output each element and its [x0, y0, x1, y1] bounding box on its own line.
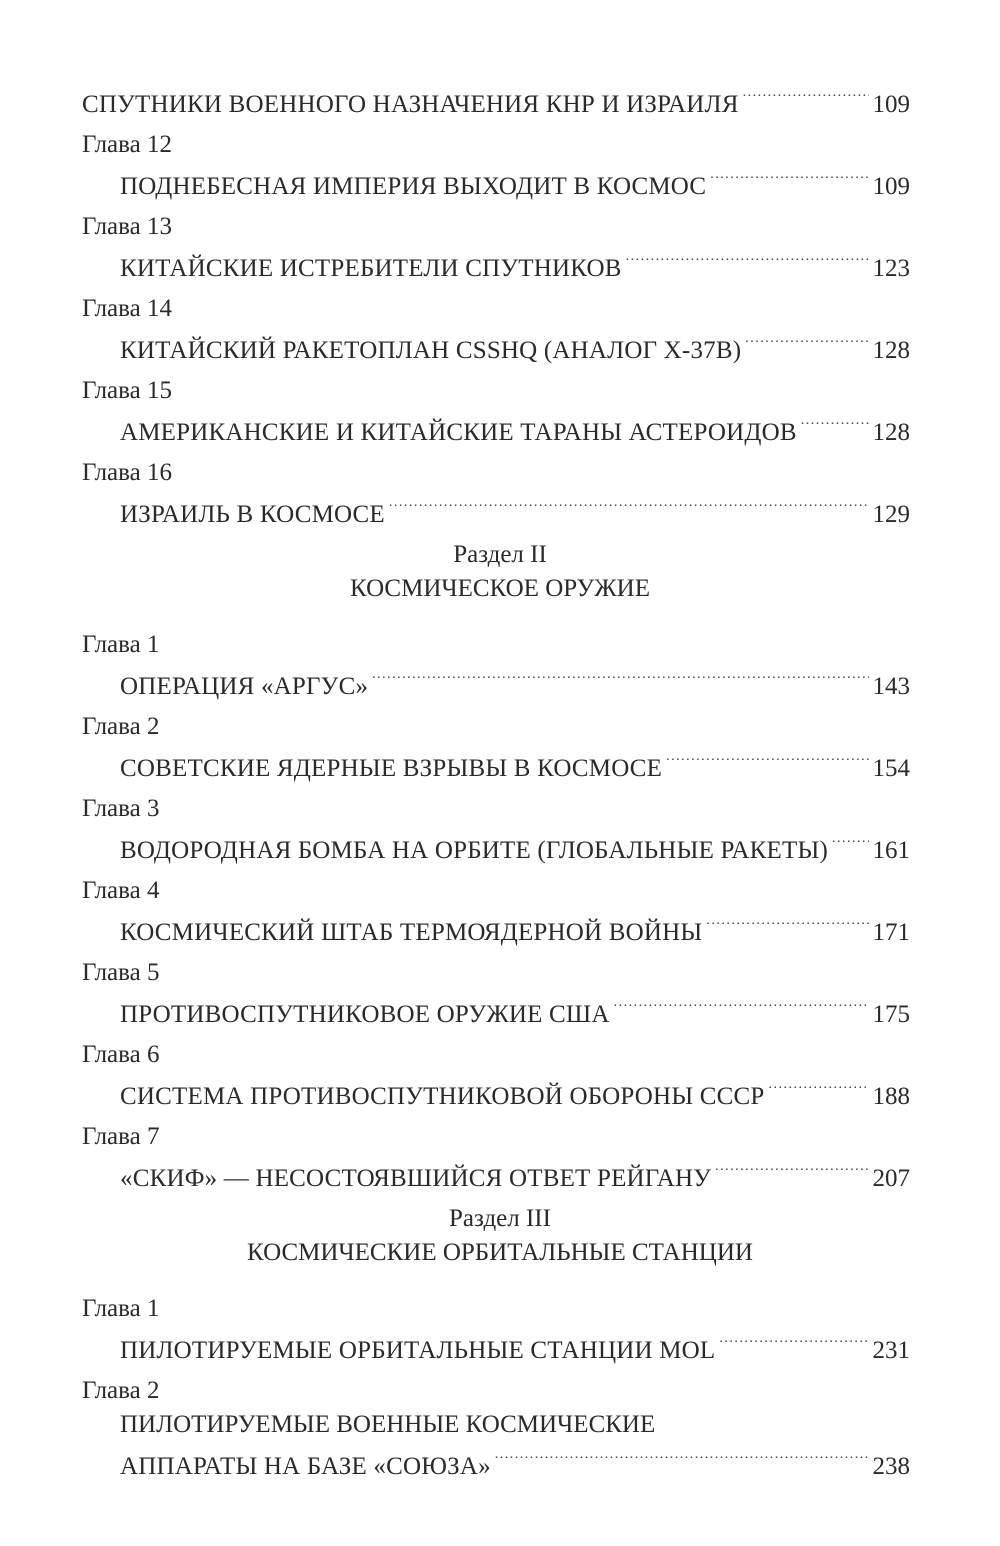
dot-leader	[372, 664, 868, 694]
toc-entry-s2-chapter-6	[82, 1040, 910, 1110]
toc-line	[82, 1444, 910, 1480]
section-title: КОСМИЧЕСКОЕ ОРУЖИЕ	[350, 575, 650, 602]
dot-leader	[801, 410, 869, 440]
chapter-label: Глава 4	[82, 877, 160, 904]
entry-title: ПОДНЕБЕСНАЯ ИМПЕРИЯ ВЫХОДИТ В КОСМОС	[120, 173, 707, 200]
chapter-label: Глава 1	[82, 1295, 160, 1322]
dot-leader	[715, 1156, 868, 1186]
dot-leader	[706, 910, 868, 940]
dot-leader	[495, 1444, 869, 1474]
entry-title: КИТАЙСКИЕ ИСТРЕБИТЕЛИ СПУТНИКОВ	[120, 255, 622, 282]
page-number: 238	[872, 1453, 910, 1480]
chapter-label: Глава 14	[82, 295, 172, 322]
chapter-label: Глава 3	[82, 795, 160, 822]
page-number: 161	[872, 837, 910, 864]
dot-leader	[614, 992, 869, 1022]
entry-title: СОВЕТСКИЕ ЯДЕРНЫЕ ВЗРЫВЫ В КОСМОСЕ	[120, 755, 663, 782]
section-heading-3	[82, 1204, 910, 1272]
entry-title: ИЗРАИЛЬ В КОСМОСЕ	[120, 501, 385, 528]
page-number: 129	[872, 501, 910, 528]
toc-entry-chapter-12	[82, 130, 910, 200]
dot-leader	[745, 328, 868, 358]
dot-leader	[719, 1328, 868, 1358]
page-number: 143	[872, 673, 910, 700]
page-number: 231	[872, 1337, 910, 1364]
entry-title: ВОДОРОДНАЯ БОМБА НА ОРБИТЕ (ГЛОБАЛЬНЫЕ РАКЕТЫ)	[120, 837, 828, 864]
toc-entry-s2-chapter-5	[82, 958, 910, 1028]
toc-line	[82, 746, 910, 782]
entry-title: ОПЕРАЦИЯ «АРГУС»	[120, 673, 369, 700]
section-heading-2	[82, 540, 910, 608]
toc-entry-chapter-16	[82, 458, 910, 528]
page-number: 109	[872, 91, 910, 118]
toc-line	[82, 1328, 910, 1364]
chapter-label: Глава 2	[82, 713, 160, 740]
entry-title: СПУТНИКИ ВОЕННОГО НАЗНАЧЕНИЯ КНР И ИЗРАИЛЯ	[82, 91, 739, 118]
dot-leader	[710, 164, 868, 194]
section-label: Раздел III	[449, 1205, 551, 1232]
entry-title-line-1: ПИЛОТИРУЕМЫЕ ВОЕННЫЕ КОСМИЧЕСКИЕ	[120, 1411, 656, 1438]
page-number: 171	[872, 919, 910, 946]
entry-title: СИСТЕМА ПРОТИВОСПУТНИКОВОЙ ОБОРОНЫ СССР	[120, 1083, 765, 1110]
toc-line	[82, 1156, 910, 1192]
toc-line	[82, 164, 910, 200]
dot-leader	[743, 82, 869, 112]
chapter-label: Глава 12	[82, 131, 172, 158]
page-number: 154	[872, 755, 910, 782]
page-number: 188	[872, 1083, 910, 1110]
chapter-label: Глава 7	[82, 1123, 160, 1150]
entry-title: КОСМИЧЕСКИЙ ШТАБ ТЕРМОЯДЕРНОЙ ВОЙНЫ	[120, 919, 703, 946]
dot-leader	[626, 246, 869, 276]
toc-line	[82, 828, 910, 864]
entry-title: АМЕРИКАНСКИЕ И КИТАЙСКИЕ ТАРАНЫ АСТЕРОИДОВ	[120, 419, 797, 446]
toc-line	[82, 664, 910, 700]
toc-entry-s2-chapter-2	[82, 712, 910, 782]
entry-title: «СКИФ» — НЕСОСТОЯВШИЙСЯ ОТВЕТ РЕЙГАНУ	[120, 1165, 712, 1192]
chapter-label: Глава 1	[82, 631, 160, 658]
toc-entry-chapter-13	[82, 212, 910, 282]
toc-line	[82, 492, 910, 528]
entry-title: ПИЛОТИРУЕМЫЕ ОРБИТАЛЬНЫЕ СТАНЦИИ MOL	[120, 1337, 716, 1364]
toc-line	[82, 1074, 910, 1110]
entry-title: АППАРАТЫ НА БАЗЕ «СОЮЗА»	[120, 1453, 491, 1480]
dot-leader	[832, 828, 869, 858]
toc-line	[82, 992, 910, 1028]
toc-entry-chapter-15	[82, 376, 910, 446]
toc-line	[82, 82, 910, 118]
dot-leader	[389, 492, 869, 522]
page-number: 128	[872, 337, 910, 364]
entry-title: ПРОТИВОСПУТНИКОВОЕ ОРУЖИЕ США	[120, 1001, 610, 1028]
chapter-label: Глава 2	[82, 1377, 160, 1404]
dot-leader	[769, 1074, 869, 1104]
toc-line	[82, 410, 910, 446]
section-label: Раздел II	[453, 541, 547, 568]
toc-line	[82, 328, 910, 364]
page-number: 128	[872, 419, 910, 446]
toc-entry-s3-chapter-1	[82, 1294, 910, 1364]
toc-line	[82, 910, 910, 946]
toc-entry-chapter-14	[82, 294, 910, 364]
toc-entry-s2-chapter-3	[82, 794, 910, 864]
toc-entry-s2-chapter-1	[82, 630, 910, 700]
toc-entry-s3-chapter-2	[82, 1376, 910, 1480]
page-number: 175	[872, 1001, 910, 1028]
toc-entry-s2-chapter-4	[82, 876, 910, 946]
page-number: 207	[872, 1165, 910, 1192]
chapter-label: Глава 13	[82, 213, 172, 240]
chapter-label: Глава 5	[82, 959, 160, 986]
page-number: 109	[872, 173, 910, 200]
chapter-label: Глава 15	[82, 377, 172, 404]
section-title: КОСМИЧЕСКИЕ ОРБИТАЛЬНЫЕ СТАНЦИИ	[247, 1239, 753, 1266]
entry-title: КИТАЙСКИЙ РАКЕТОПЛАН CSSHQ (АНАЛОГ X-37B)	[120, 337, 742, 364]
chapter-label: Глава 16	[82, 459, 172, 486]
toc-entry-top	[82, 82, 910, 118]
chapter-label: Глава 6	[82, 1041, 160, 1068]
toc-entry-s2-chapter-7	[82, 1122, 910, 1192]
page-number: 123	[872, 255, 910, 282]
dot-leader	[666, 746, 868, 776]
toc-line	[82, 246, 910, 282]
